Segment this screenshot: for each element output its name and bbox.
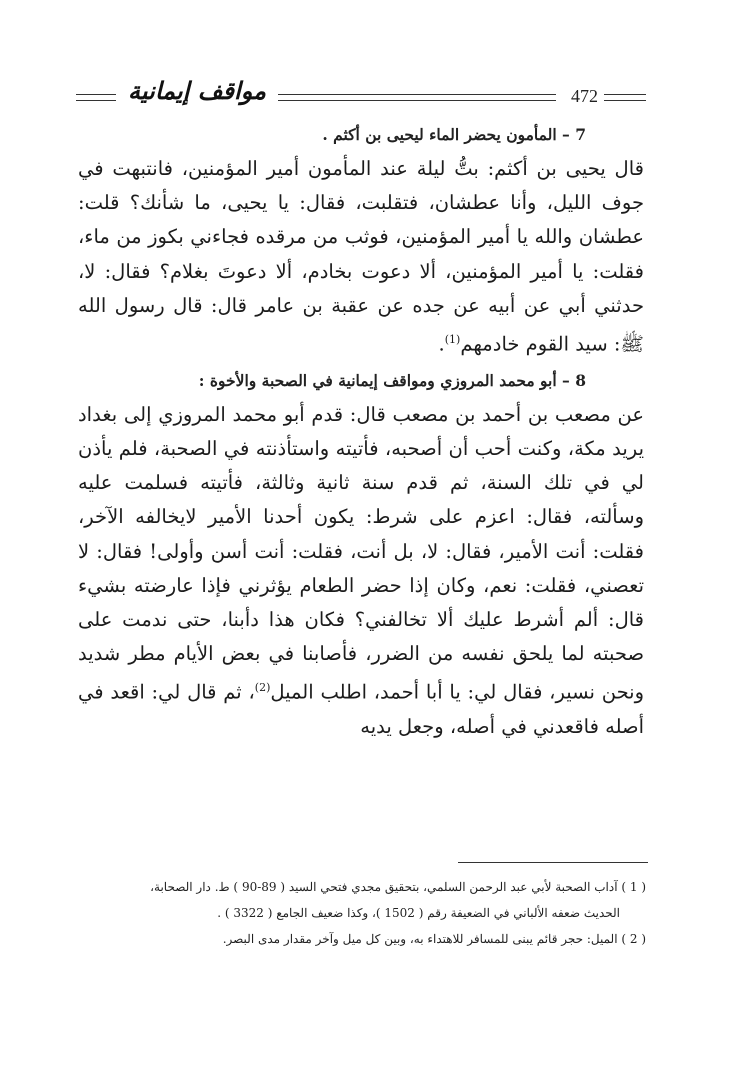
footnote-1-continuation: الحديث ضعفه الألباني في الضعيفة رقم ( 1502 )، وكذا ضعيف الجامع ( 3322 ) .	[217, 906, 620, 920]
header-rule-middle	[278, 94, 556, 101]
header-rule-right	[604, 94, 646, 101]
page-number: 472	[571, 86, 598, 106]
section-heading-7: 7 – المأمون يحضر الماء ليحيى بن أكثم .	[322, 125, 586, 144]
paragraph-tail: ، ثم قال لي: اقعد في أصله فاقعدني في أصله، وجعل يديه	[78, 680, 644, 739]
paragraph-tail: .	[438, 332, 445, 356]
running-title: مواقف إيمانية	[128, 76, 266, 105]
section-paragraph-8	[78, 398, 644, 745]
section-paragraph-7	[78, 152, 644, 362]
footnote-separator	[458, 862, 648, 863]
footnote-reference-2: (2)	[254, 681, 271, 695]
page-header	[72, 76, 648, 120]
section-heading-8: 8 – أبو محمد المروزي ومواقف إيمانية في الصحبة والأخوة :	[198, 370, 586, 390]
paragraph-text: قال يحيى بن أكثم: بتُّ ليلة عند المأمون أمير المؤمنين، فانتبهت في جوف الليل، وأنا عطشان، فتقلبت، فقال: يا يحيى، ما شأنك؟ قلت: عطشان والله يا أمير المؤمنين، فوثب من مرقده فجاءني بكوز من ماء، فقلت: يا أمير المؤمنين، ألا دعوت بخادم، ألا دعوتَ بغلام؟ فقال: لا، حدثني أبي عن أبيه عن جده عن عقبة بن عامر قال: قال رسول الله ﷺ: سيد القوم خادمهم	[78, 157, 644, 356]
footnote-1: ( 1 ) آداب الصحبة لأبي عبد الرحمن السلمي، بتحقيق مجدي فتحي السيد ( 89-90 ) ط. دار الصحابة،	[150, 880, 646, 894]
header-rule-left	[76, 94, 116, 101]
page-body	[78, 120, 644, 744]
footnote-reference-1: (1)	[444, 333, 461, 347]
footnote-2: ( 2 ) الميل: حجر قائم يبنى للمسافر للاهتداء به، وبين كل ميل وآخر مقدار مدى البصر.	[222, 932, 646, 946]
paragraph-text: عن مصعب بن أحمد بن مصعب قال: قدم أبو محمد المروزي إلى بغداد يريد مكة، وكنت أحب أن أصحبه، فأتيته واستأذنته في الصحبة، فلم يأذن لي في تلك السنة، ثم قدم سنة ثانية وثالثة، فأتيته فسلمت عليه وسألته، فقال: اعزم على شرط: يكون أحدنا الأمير لايخالفه الآخر، فقلت: أنت الأمير، فقال: لا، بل أنت، فقلت: أنت أسن وأولى! فقال: لا تعصني، فقلت: نعم، وكان إذا حضر الطعام يؤثرني فإذا عارضته بشيء قال: ألم أشرط عليك ألا تخالفني؟ فكان هذا دأبنا، حتى ندمت على صحبته لما يلحق نفسه من الضرر، فأصابنا في بعض الأيام مطر شديد ونحن نسير، فقال لي: يا أبا أحمد، اطلب الميل	[78, 402, 644, 704]
footnotes	[86, 874, 646, 952]
